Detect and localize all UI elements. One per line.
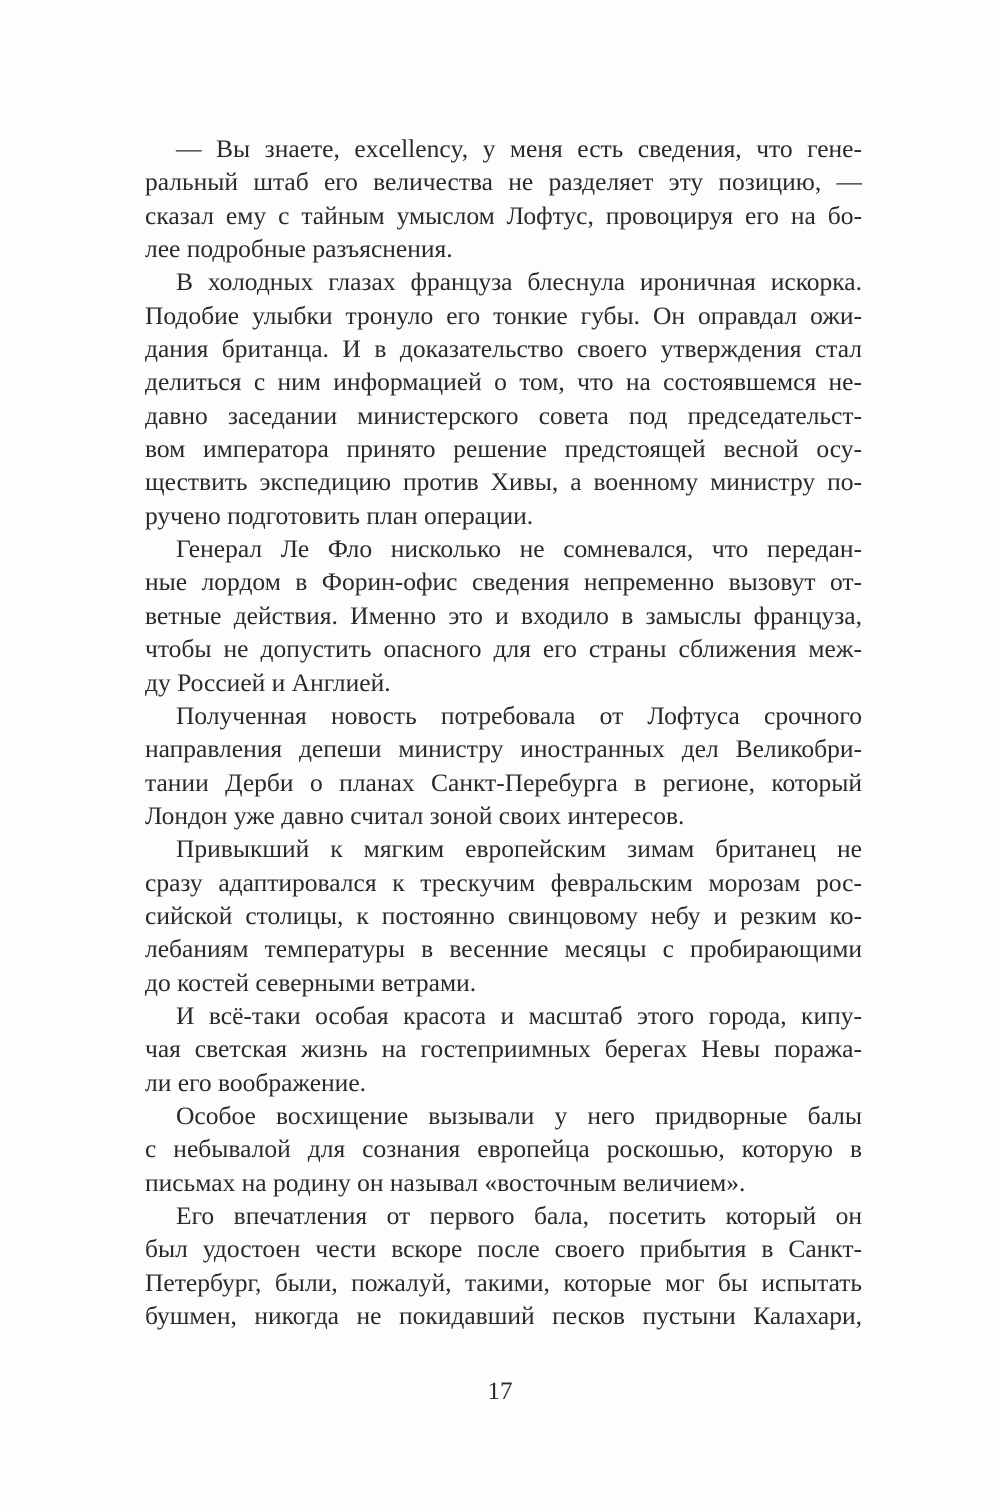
paragraph [145, 1099, 862, 1199]
text-line: до костей северными ветрами. [145, 967, 477, 997]
text-line: был удостоен чести вскоре после своего прибытия в Санкт- [145, 1234, 862, 1264]
paragraph [145, 999, 862, 1099]
text-line: сразу адаптировался к трескучим февральским морозам рос- [145, 867, 862, 897]
paragraph [145, 265, 862, 532]
text-line: чтобы не допустить опасного для его страны сближения меж- [145, 634, 862, 664]
paragraph [145, 699, 862, 832]
text-line: делиться с ним информацией о том, что на состоявшемся не- [145, 367, 862, 397]
text-line: И всё-таки особая красота и масштаб этого города, кипу- [176, 1000, 862, 1030]
text-line: лее подробные разъяснения. [145, 234, 453, 264]
text-line: Лондон уже давно считал зоной своих интересов. [145, 800, 685, 830]
text-line: ли его воображение. [145, 1067, 367, 1097]
text-line: ручено подготовить план операции. [145, 500, 534, 530]
text-line: ветные действия. Именно это и входило в замыслы француза, [145, 600, 862, 630]
text-line: сказал ему с тайным умыслом Лофтус, провоцируя его на бо- [145, 200, 862, 230]
text-line: тании Дерби о планах Санкт-Перебурга в регионе, который [145, 767, 862, 797]
text-line: чая светская жизнь на гостеприимных берегах Невы поража- [145, 1034, 862, 1064]
paragraph [145, 832, 862, 999]
text-line: — Вы знаете, excellency, у меня есть сведения, что гене- [176, 134, 862, 163]
paragraph [145, 532, 862, 699]
text-line: ральный штаб его величества не разделяет эту позицию, — [145, 167, 862, 197]
text-line: Петербург, были, пожалуй, такими, которые мог бы испытать [145, 1267, 862, 1297]
text-line: направления депеши министру иностранных дел Великобри- [145, 734, 862, 764]
text-line: ные лордом в Форин-офис сведения непременно вызовут от- [145, 567, 862, 597]
text-line: ществить экспедицию против Хивы, а военному министру по- [145, 467, 862, 497]
text-line: с небывалой для сознания европейца роскошью, которую в [145, 1134, 862, 1164]
text-line: дания британца. И в доказательство своего утверждения стал [145, 334, 862, 364]
text-line: ду Россией и Англией. [145, 667, 391, 697]
text-line: Особое восхищение вызывали у него придворные балы [176, 1100, 862, 1130]
text-line: Полученная новость потребовала от Лофтуса срочного [176, 700, 862, 730]
text-line: Генерал Ле Фло нисколько не сомневался, что передан- [176, 534, 862, 564]
text-line: вом императора принято решение предстоящей весной осу- [145, 434, 862, 464]
text-line: В холодных глазах француза блеснула ироничная искорка. [176, 267, 862, 297]
text-line: Привыкший к мягким европейским зимам британец не [176, 834, 862, 864]
text-line: Подобие улыбки тронуло его тонкие губы. Он оправдал ожи- [145, 300, 862, 330]
text-line: лебаниям температуры в весенние месяцы с пробирающими [145, 934, 862, 964]
book-page-text [145, 132, 862, 1332]
text-line: сийской столицы, к постоянно свинцовому небу и резким ко- [145, 900, 862, 930]
paragraph [145, 1199, 862, 1332]
text-line: бушмен, никогда не покидавший песков пустыни Калахари, [145, 1301, 862, 1331]
paragraph [145, 132, 862, 265]
page-number: 17 [487, 1378, 513, 1405]
text-line: Его впечатления от первого бала, посетить который он [176, 1201, 862, 1230]
text-line: давно заседании министерского совета под председательст- [145, 400, 862, 430]
text-line: письмах на родину он называл «восточным величием». [145, 1167, 746, 1197]
